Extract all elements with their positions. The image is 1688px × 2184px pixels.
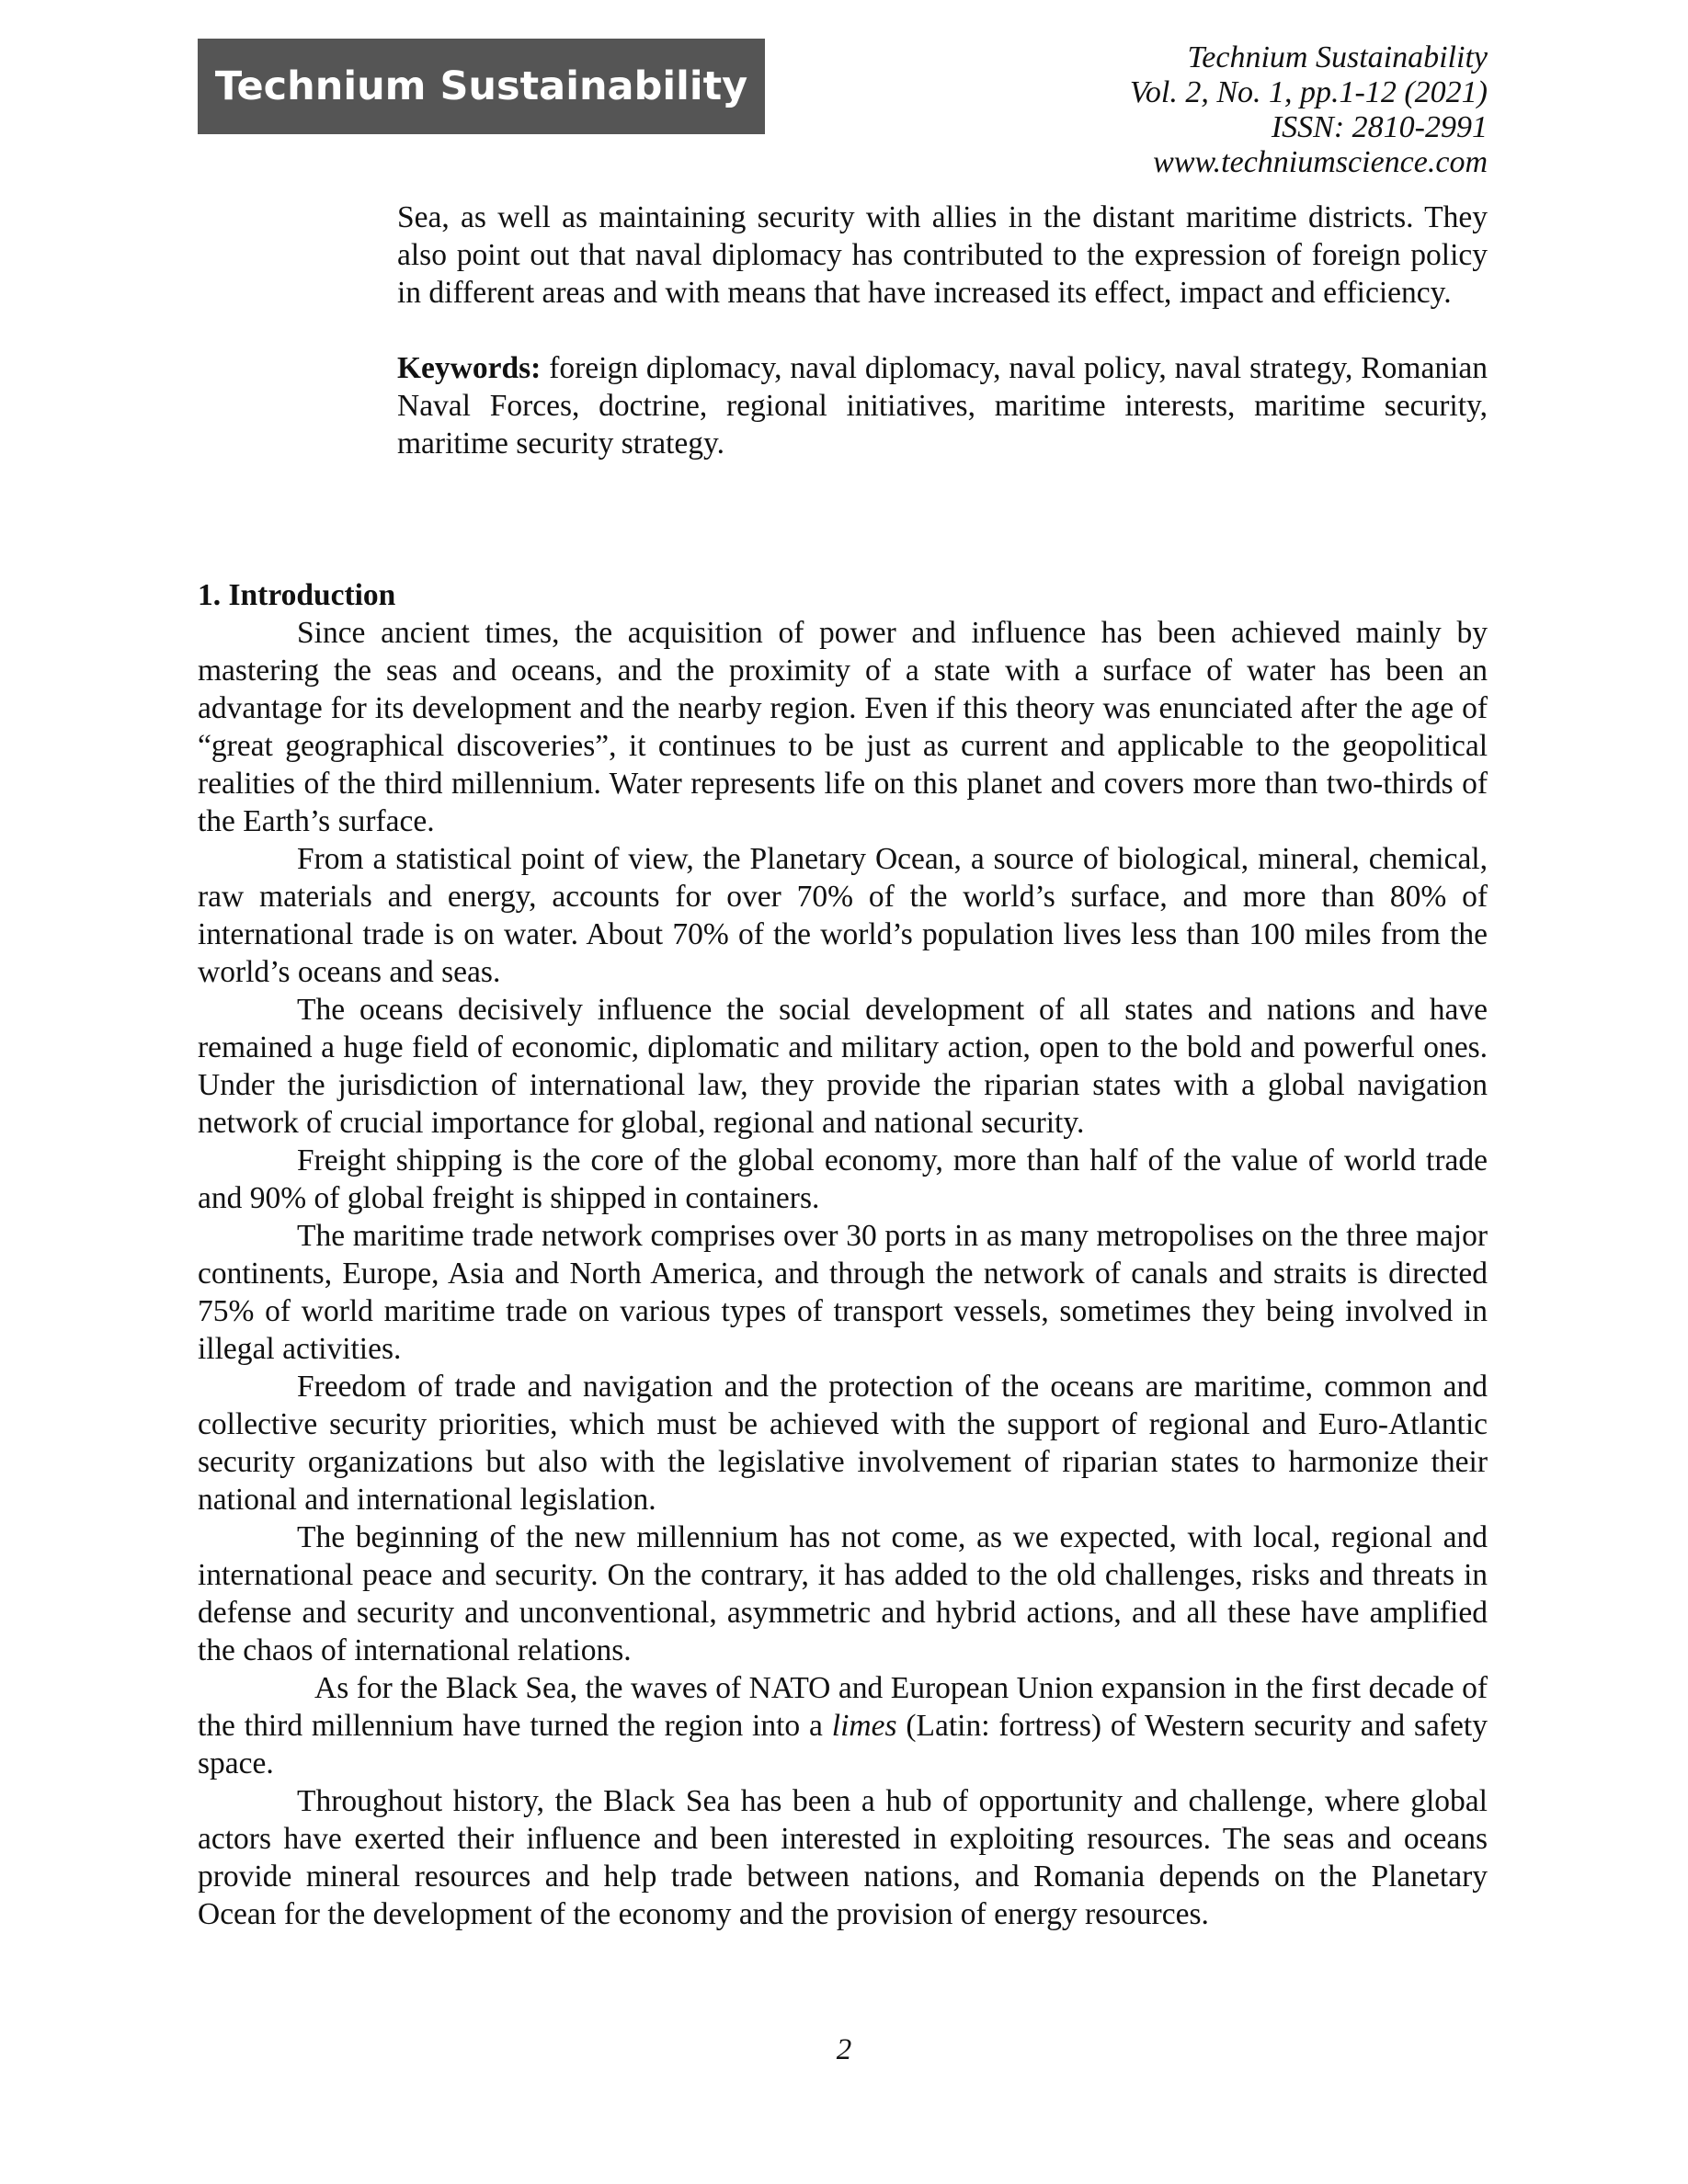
journal-volume: Vol. 2, No. 1, pp.1-12 (2021) (1129, 75, 1488, 109)
journal-info (1130, 40, 1488, 180)
paragraph: From a statistical point of view, the Planetary Ocean, a source of biological, mineral, chemical, raw materials and energy, accounts for over 70% of the world’s surface, and more than 80% of international trade is on water. About 70% of the world’s population lives less than 100 miles from the world’s oceans and seas. (198, 842, 1488, 989)
page-number: 2 (836, 2033, 852, 2066)
keywords-label: Keywords: (397, 351, 542, 385)
keywords-list: foreign diplomacy, naval diplomacy, naval policy, naval strategy, Romanian Naval Forces, doctrine, regional initiatives, maritime interests, maritime security, maritime security strategy. (397, 351, 1488, 461)
paragraph: Since ancient times, the acquisition of power and influence has been achieved mainly by mastering the seas and oceans, and the proximity of a state with a surface of water has been an advantage for its development and the nearby region. Even if this theory was enunciated after the age of “great geographical discoveries”, it continues to be just as current and applicable to the geopolitical realities of the third millennium. Water represents life on this planet and covers more than two-thirds of the Earth’s surface. (198, 616, 1488, 838)
paragraph-black-sea (198, 1669, 1488, 1782)
italic-term: limes (831, 1709, 897, 1743)
paragraph: Freedom of trade and navigation and the protection of the oceans are maritime, common and collective security priorities, which must be achieved with the support of regional and Euro-Atlantic security organizations but also with the legislative involvement of riparian states to harmonize their national and international legislation. (198, 1370, 1488, 1517)
journal-website: www.techniumscience.com (1153, 145, 1488, 179)
journal-logo (198, 39, 765, 134)
black-sea-text-end: (Latin: fortress) of Western security and safety space. (198, 1709, 1488, 1780)
introduction-section (198, 576, 1488, 1933)
journal-logo-text: Technium Sustainability (214, 63, 748, 109)
paragraph: The oceans decisively influence the social development of all states and nations and have remained a huge field of economic, diplomatic and military action, open to the bold and powerful ones. Under the jurisdiction of international law, they provide the riparian states with a global navigation network of crucial importance for global, regional and national security. (198, 993, 1488, 1140)
paragraph: Throughout history, the Black Sea has been a hub of opportunity and challenge, where global actors have exerted their influence and been interested in exploiting resources. The seas and oceans provide mineral resources and help trade between nations, and Romania depends on the Planetary Ocean for the development of the economy and the provision of energy resources. (198, 1784, 1488, 1931)
journal-name: Technium Sustainability (1187, 40, 1488, 74)
abstract-block (397, 199, 1488, 462)
black-sea-text-start: As for the Black Sea, the waves of NATO and European Union expansion in the first decade of the third millennium have turned the region into a (198, 1671, 1488, 1743)
section-title: 1. Introduction (198, 578, 396, 612)
abstract-text: Sea, as well as maintaining security with allies in the distant maritime districts. They also point out that naval diplomacy has contributed to the expression of foreign policy in different areas and with means that have increased its effect, impact and efficiency. (397, 200, 1488, 310)
keywords (397, 349, 1488, 462)
paragraph: Freight shipping is the core of the global economy, more than half of the value of world trade and 90% of global freight is shipped in containers. (198, 1143, 1488, 1215)
paragraph: The beginning of the new millennium has not come, as we expected, with local, regional and international peace and security. On the contrary, it has added to the old challenges, risks and threats in defense and security and unconventional, asymmetric and hybrid actions, and all these have amplified the chaos of international relations. (198, 1520, 1488, 1667)
paragraph: The maritime trade network comprises over 30 ports in as many metropolises on the three major continents, Europe, Asia and North America, and through the network of canals and straits is directed 75% of world maritime trade on various types of transport vessels, sometimes they being involved in illegal activities. (198, 1219, 1488, 1366)
journal-issn: ISSN: 2810-2991 (1271, 110, 1488, 144)
